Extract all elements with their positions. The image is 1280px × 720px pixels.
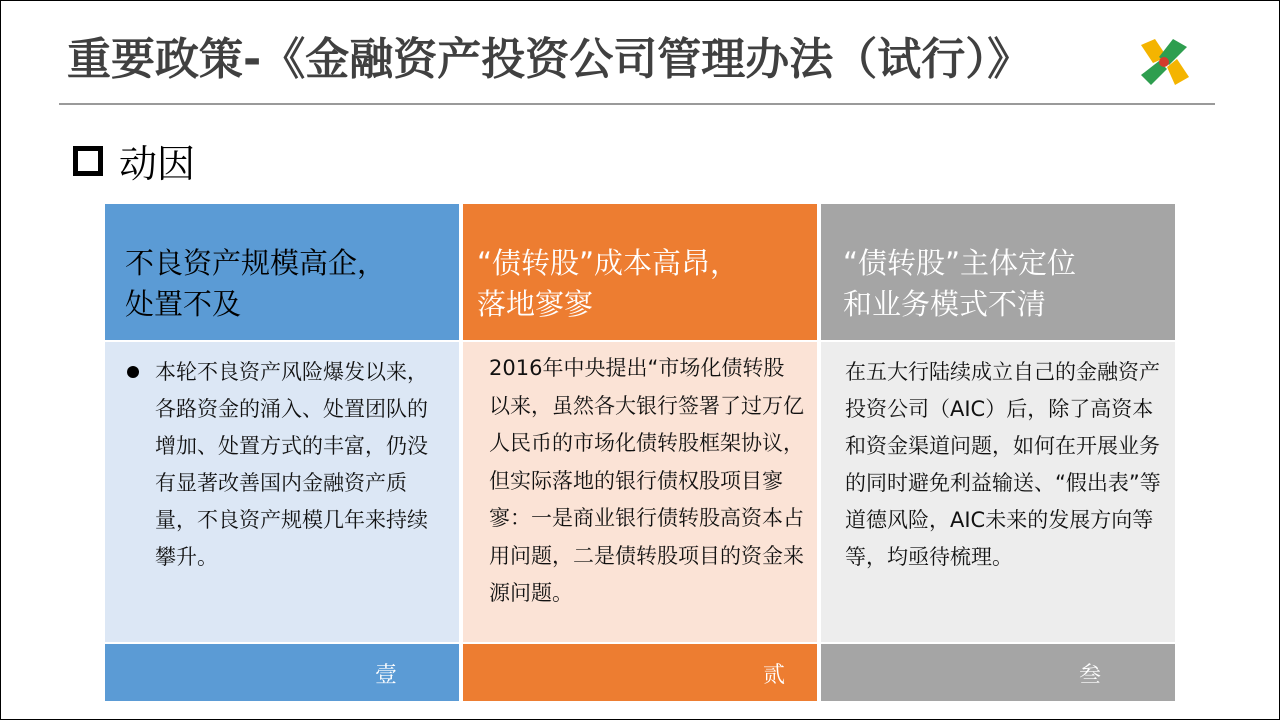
square-bullet-icon: [73, 146, 103, 176]
card-heading-text: “债转股”主体定位 和业务模式不清: [843, 246, 1077, 321]
reason-card-1: [105, 204, 459, 701]
card-body-text: 本轮不良资产风险爆发以来，各路资金的涌入、处置团队的增加、处置方式的丰富，仍没有显著改善国内金融资产质量，不良资产规模几年来持续攀升。: [155, 360, 428, 569]
card-body: [463, 342, 817, 642]
logo-icon: [1137, 35, 1191, 89]
card-heading: [105, 204, 459, 340]
card-number: 叁: [1079, 663, 1102, 688]
card-heading: [821, 204, 1175, 340]
card-footer: [821, 644, 1175, 701]
card-body: [105, 342, 459, 642]
card-number: 贰: [763, 663, 786, 688]
bullet-item: [121, 354, 443, 576]
card-heading: [463, 204, 817, 340]
reason-card-2: [463, 204, 817, 701]
card-footer: [463, 644, 817, 701]
reason-card-3: [821, 204, 1175, 701]
section-heading: [73, 133, 195, 188]
bullet-dot-icon: [127, 366, 139, 378]
page-title: 重要政策-《金融资产投资公司管理办法（试行）》: [67, 34, 1032, 85]
section-label: 动因: [119, 142, 196, 186]
card-heading-text: 不良资产规模高企， 处置不及: [125, 246, 387, 321]
card-heading-text: “债转股”成本高昂， 落地寥寥: [477, 246, 740, 321]
card-body: [821, 342, 1175, 642]
card-body-text: 2016年中央提出“市场化债转股以来，虽然各大银行签署了过万亿人民币的市场化债转股框架协议，但实际落地的银行债权股项目寥寥：一是商业银行债转股高资本占用问题，二是债转股项目的资金来源问题。: [489, 356, 804, 605]
card-footer: [105, 644, 459, 701]
card-body-text: 在五大行陆续成立自己的金融资产投资公司（AIC）后，除了高资本和资金渠道问题，如何在开展业务的同时避免利益输送、“假出表”等道德风险，AIC未来的发展方向等等，均亟待梳理。: [845, 360, 1161, 569]
card-number: 壹: [375, 663, 398, 688]
title-divider: [59, 103, 1215, 105]
